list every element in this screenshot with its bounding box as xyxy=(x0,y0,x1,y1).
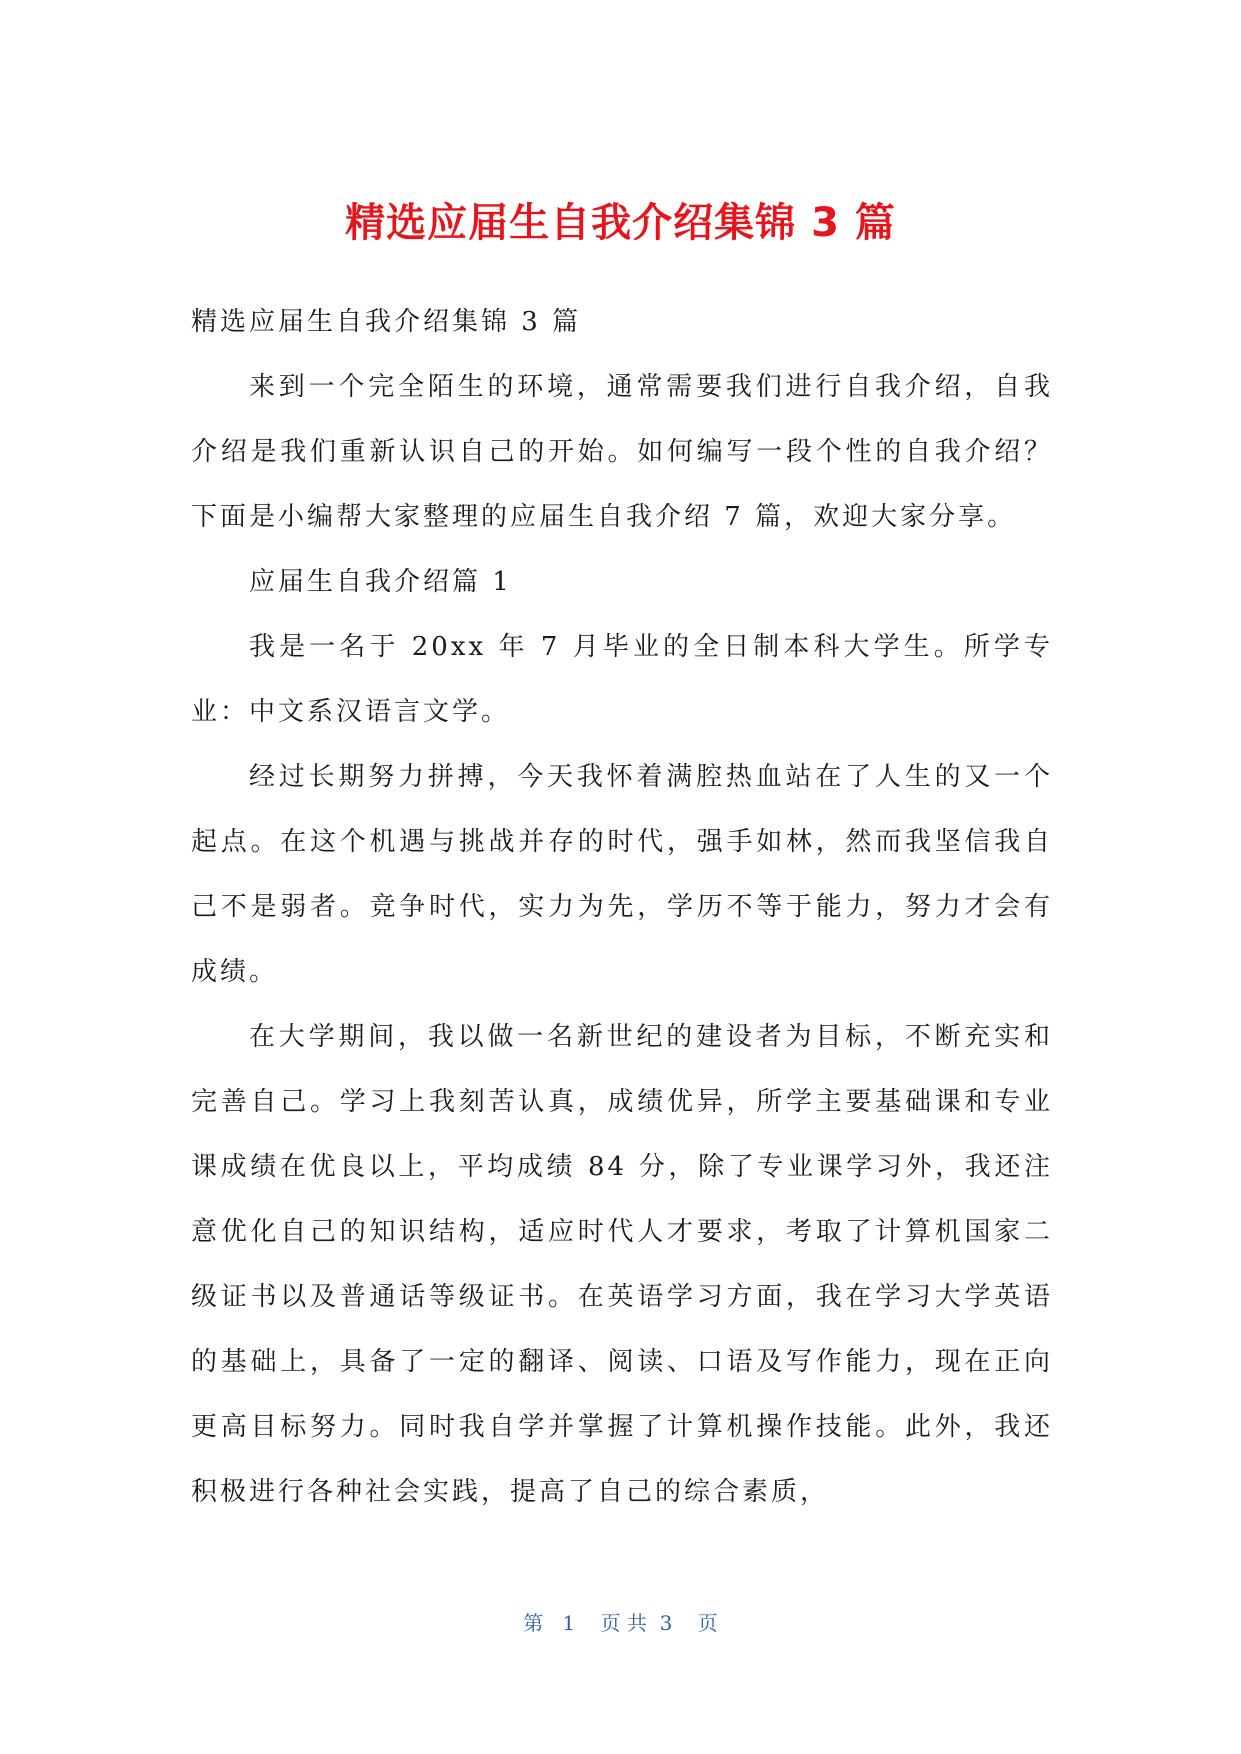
document-body xyxy=(191,290,1053,1525)
paragraph: 在大学期间，我以做一名新世纪的建设者为目标，不断充实和完善自己。学习上我刻苦认真，成绩优异，所学主要基础课和专业课成绩在优良以上，平均成绩 84 分，除了专业课学习外，我还注意优化自己的知识结构，适应时代人才要求，考取了计算机国家二级证书以及普通话等级证书。在英语学习方面，我在学习大学英语的基础上，具备了一定的翻译、阅读、口语及写作能力，现在正向更高目标努力。同时我自学并掌握了计算机操作技能。此外，我还积极进行各种社会实践，提高了自己的综合素质， xyxy=(191,1022,1053,1507)
paragraph-intro: 来到一个完全陌生的环境，通常需要我们进行自我介绍，自我介绍是我们重新认识自己的开始。如何编写一段个性的自我介绍？下面是小编帮大家整理的应届生自我介绍 7 篇，欢迎大家分享。 xyxy=(191,372,1053,532)
section-heading: 应届生自我介绍篇 1 xyxy=(249,567,512,597)
paragraph: 我是一名于 20xx 年 7 月毕业的全日制本科大学生。所学专业：中文系汉语言文学。 xyxy=(191,632,1053,727)
paragraph: 经过长期努力拼搏，今天我怀着满腔热血站在了人生的又一个起点。在这个机遇与挑战并存的时代，强手如林，然而我坚信我自己不是弱者。竞争时代，实力为先，学历不等于能力，努力才会有成绩。 xyxy=(191,762,1053,987)
paragraph-subtitle: 精选应届生自我介绍集锦 3 篇 xyxy=(191,307,582,337)
page-number-footer: 第 1 页 共 3 页 xyxy=(523,1611,718,1635)
document-title: 精选应届生自我介绍集锦 3 篇 xyxy=(345,200,896,246)
